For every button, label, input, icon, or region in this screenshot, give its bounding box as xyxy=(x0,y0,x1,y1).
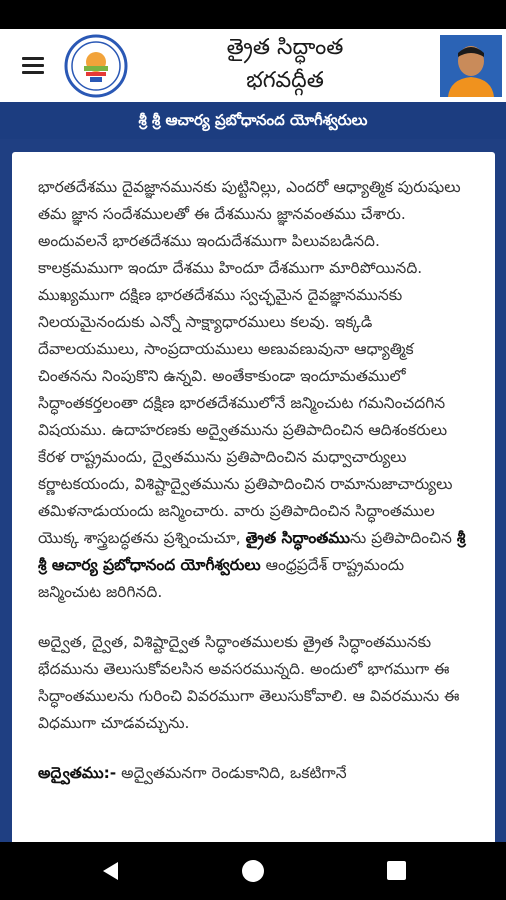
author-avatar-icon[interactable] xyxy=(440,35,502,97)
app-header xyxy=(0,29,506,102)
hamburger-menu-icon[interactable] xyxy=(18,51,48,81)
menu-line xyxy=(22,57,44,60)
system-nav-bar xyxy=(0,842,506,900)
p1-text-d: ఆంధ్రప్రదేశ్ రాష్ట్రమందు జన్మించుట జరిగినది. xyxy=(38,556,405,601)
p1-text-c: ను ప్రతిపాదించిన xyxy=(350,529,457,547)
p3-bold: అద్వైతము:- xyxy=(38,764,117,782)
article-paragraph-2: అద్వైత, ద్వైత, విశిష్టాద్వైత సిద్ధాంతములకు త్రైత సిద్ధాంతమునకు భేదమును తెలుసుకోవలసిన అవసరమున్నది. అందులో భాగముగా ఈ సిద్ధాంతములను గురించి వివరముగా తెలుసుకోవాలి. ఆ వివరమును ఈ విధముగా చూడవచ్చును. xyxy=(38,633,460,732)
status-bar xyxy=(0,0,506,29)
article-paragraph-3 xyxy=(38,760,469,787)
home-circle-icon[interactable] xyxy=(242,860,264,882)
trait-emblem-logo-icon xyxy=(64,34,128,98)
p1-text-a: భారతదేశము దైవజ్ఞానమునకు పుట్టినిల్లు, ఎందరో ఆధ్యాత్మిక పురుషులు తమ జ్ఞాన సందేశములతో ఈ దేశమును జ్ఞానవంతము చేశారు. అందువలనే భారతదేశము ఇందుదేశముగా పిలువబడినది. కాలక్రమముగా ఇందూ దేశము హిందూ దేశముగా మారిపోయినది. ముఖ్యముగా దక్షిణ భారతదేశము స్వచ్ఛమైన దైవజ్ఞానమునకు నిలయమైనందుకు ఎన్నో సాక్ష్యాధారములు కలవు. ఇక్కడి దేవాలయములు, సాంప్రదాయములు అణువణువునా ఆధ్యాత్మిక చింతనను నింపుకొని ఉన్నవి. అంతేకాకుండా ఇందూమతములో సిద్ధాంతకర్తలంతా దక్షిణ భారతదేశములోనే జన్మించుట గమనించదగిన విషయము. ఉదాహరణకు అద్వైతమును ప్రతిపాదించిన ఆదిశంకరులు కేరళ రాష్ట్రమందు, ద్వైతమును ప్రతిపాదించిన మధ్వాచార్యులు కర్ణాటకయందు, విశిష్టాద్వైతమును ప్రతిపాదించిన రామానుజాచార్యులు తమిళనాడుయందు జన్మించారు. వారు ప్రతిపాదించిన సిద్ధాంతముల యొక్క శాస్త్రబద్ధతను ప్రశ్నించుచూ, xyxy=(38,178,461,547)
article-card xyxy=(12,152,495,852)
author-banner: శ్రీ శ్రీ ఆచార్య ప్రబోధానంద యోగీశ్వరులు xyxy=(0,102,506,139)
app-title-line1: త్రైత సిద్ధాంత xyxy=(226,35,344,60)
article-body xyxy=(12,152,495,787)
menu-line xyxy=(22,71,44,74)
app-title xyxy=(140,31,430,101)
back-triangle-icon[interactable] xyxy=(100,860,122,882)
menu-line xyxy=(22,64,44,67)
p1-bold-2: శ్రీ శ్రీ ఆచార్య ప్రబోధానంద యోగీశ్వరులు xyxy=(38,529,466,574)
p1-bold-1: త్రైత సిద్ధాంతము xyxy=(245,529,351,547)
p3-text: అద్వైతమనగా రెండుకానిది, ఒకటిగానే xyxy=(116,764,347,782)
article-paragraph-1 xyxy=(38,174,469,606)
recent-apps-square-icon[interactable] xyxy=(387,861,406,880)
app-title-line2: భగవద్గీత xyxy=(246,68,324,93)
